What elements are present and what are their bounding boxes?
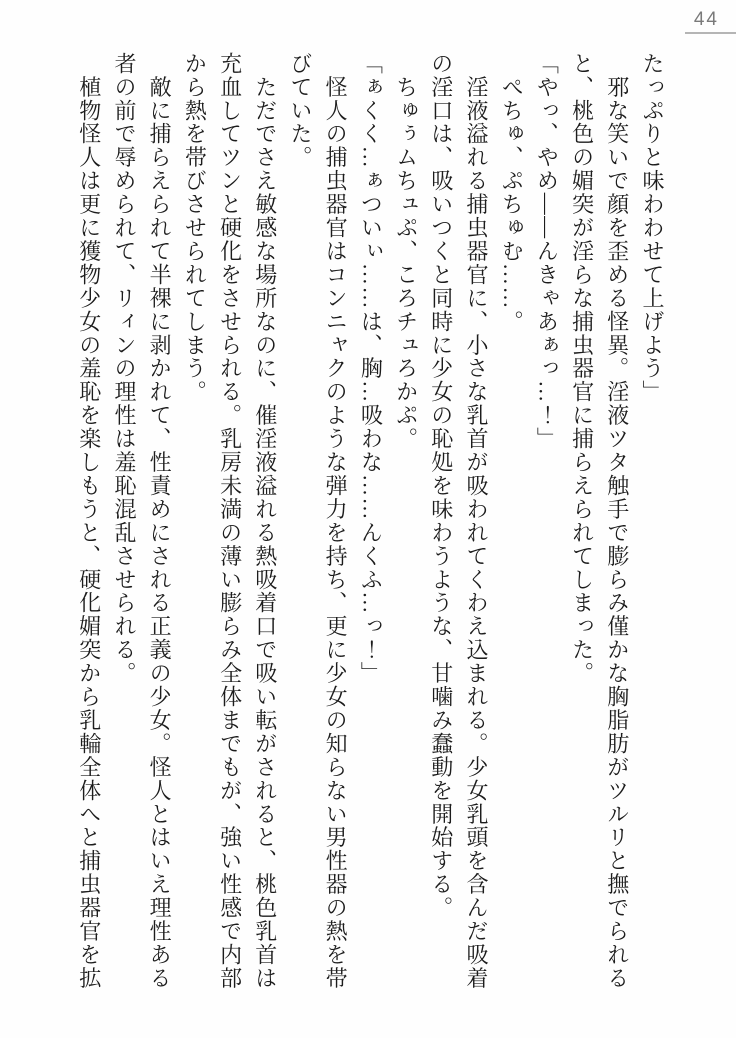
text-column: 敵に捕らえられて半裸に剥かれて、性責めにされる正義の少女。怪人とはいえ理性ある: [147, 52, 173, 990]
text-column: 怪人の捕虫器官はコンニャクのような弾力を持ち、更に少女の知らない男性器の熱を帯: [323, 52, 349, 990]
text-column: と、桃色の媚突が淫らな捕虫器官に捕らえられてしまった。: [569, 52, 595, 686]
text-column: 者の前で辱められて、リィンの理性は羞恥混乱させられる。: [111, 52, 137, 686]
text-column: 淫液溢れる捕虫器官に、小さな乳首が吸われてくわえ込まれる。少女乳頭を含んだ吸着: [463, 52, 489, 990]
vertical-text-block: [72, 52, 670, 994]
text-column: 「ぁくく…ぁついぃ……は、胸…吸わな……んくふ…っ！」: [358, 52, 384, 686]
page-number-rule: [685, 32, 736, 34]
text-column: の淫口は、吸いつくと同時に少女の恥処を味わうような、甘噛み蠢動を開始する。: [428, 52, 454, 920]
text-column: 植物怪人は更に獲物少女の羞恥を楽しもうと、硬化媚突から乳輪全体へと捕虫器官を拡: [76, 52, 102, 990]
text-column: 「やっ、やめ――んきゃあぁっ…！」: [534, 52, 560, 451]
text-column: ちゅぅムちュぷ、ころチュろかぷ。: [393, 52, 419, 451]
text-column: ぺちゅ、ぷちゅむ……。: [499, 52, 525, 334]
text-column: から熱を帯びさせられてしまう。: [182, 52, 208, 404]
text-column: 邪な笑いで顔を歪める怪異。淫液ツタ触手で膨らみ僅かな胸脂肪がツルリと撫でられる: [604, 52, 630, 990]
page-number: 44: [693, 9, 719, 30]
text-column: 充血してツンと硬化をさせられる。乳房未満の薄い膨らみ全体までもが、強い性感で内部: [217, 52, 243, 990]
text-column: たっぷりと味わわせて上げよう」: [640, 52, 665, 404]
text-column: ただでさえ敏感な場所なのに、催淫液溢れる熱吸着口で吸い転がされると、桃色乳首は: [252, 52, 278, 990]
text-column: びていた。: [287, 52, 313, 170]
